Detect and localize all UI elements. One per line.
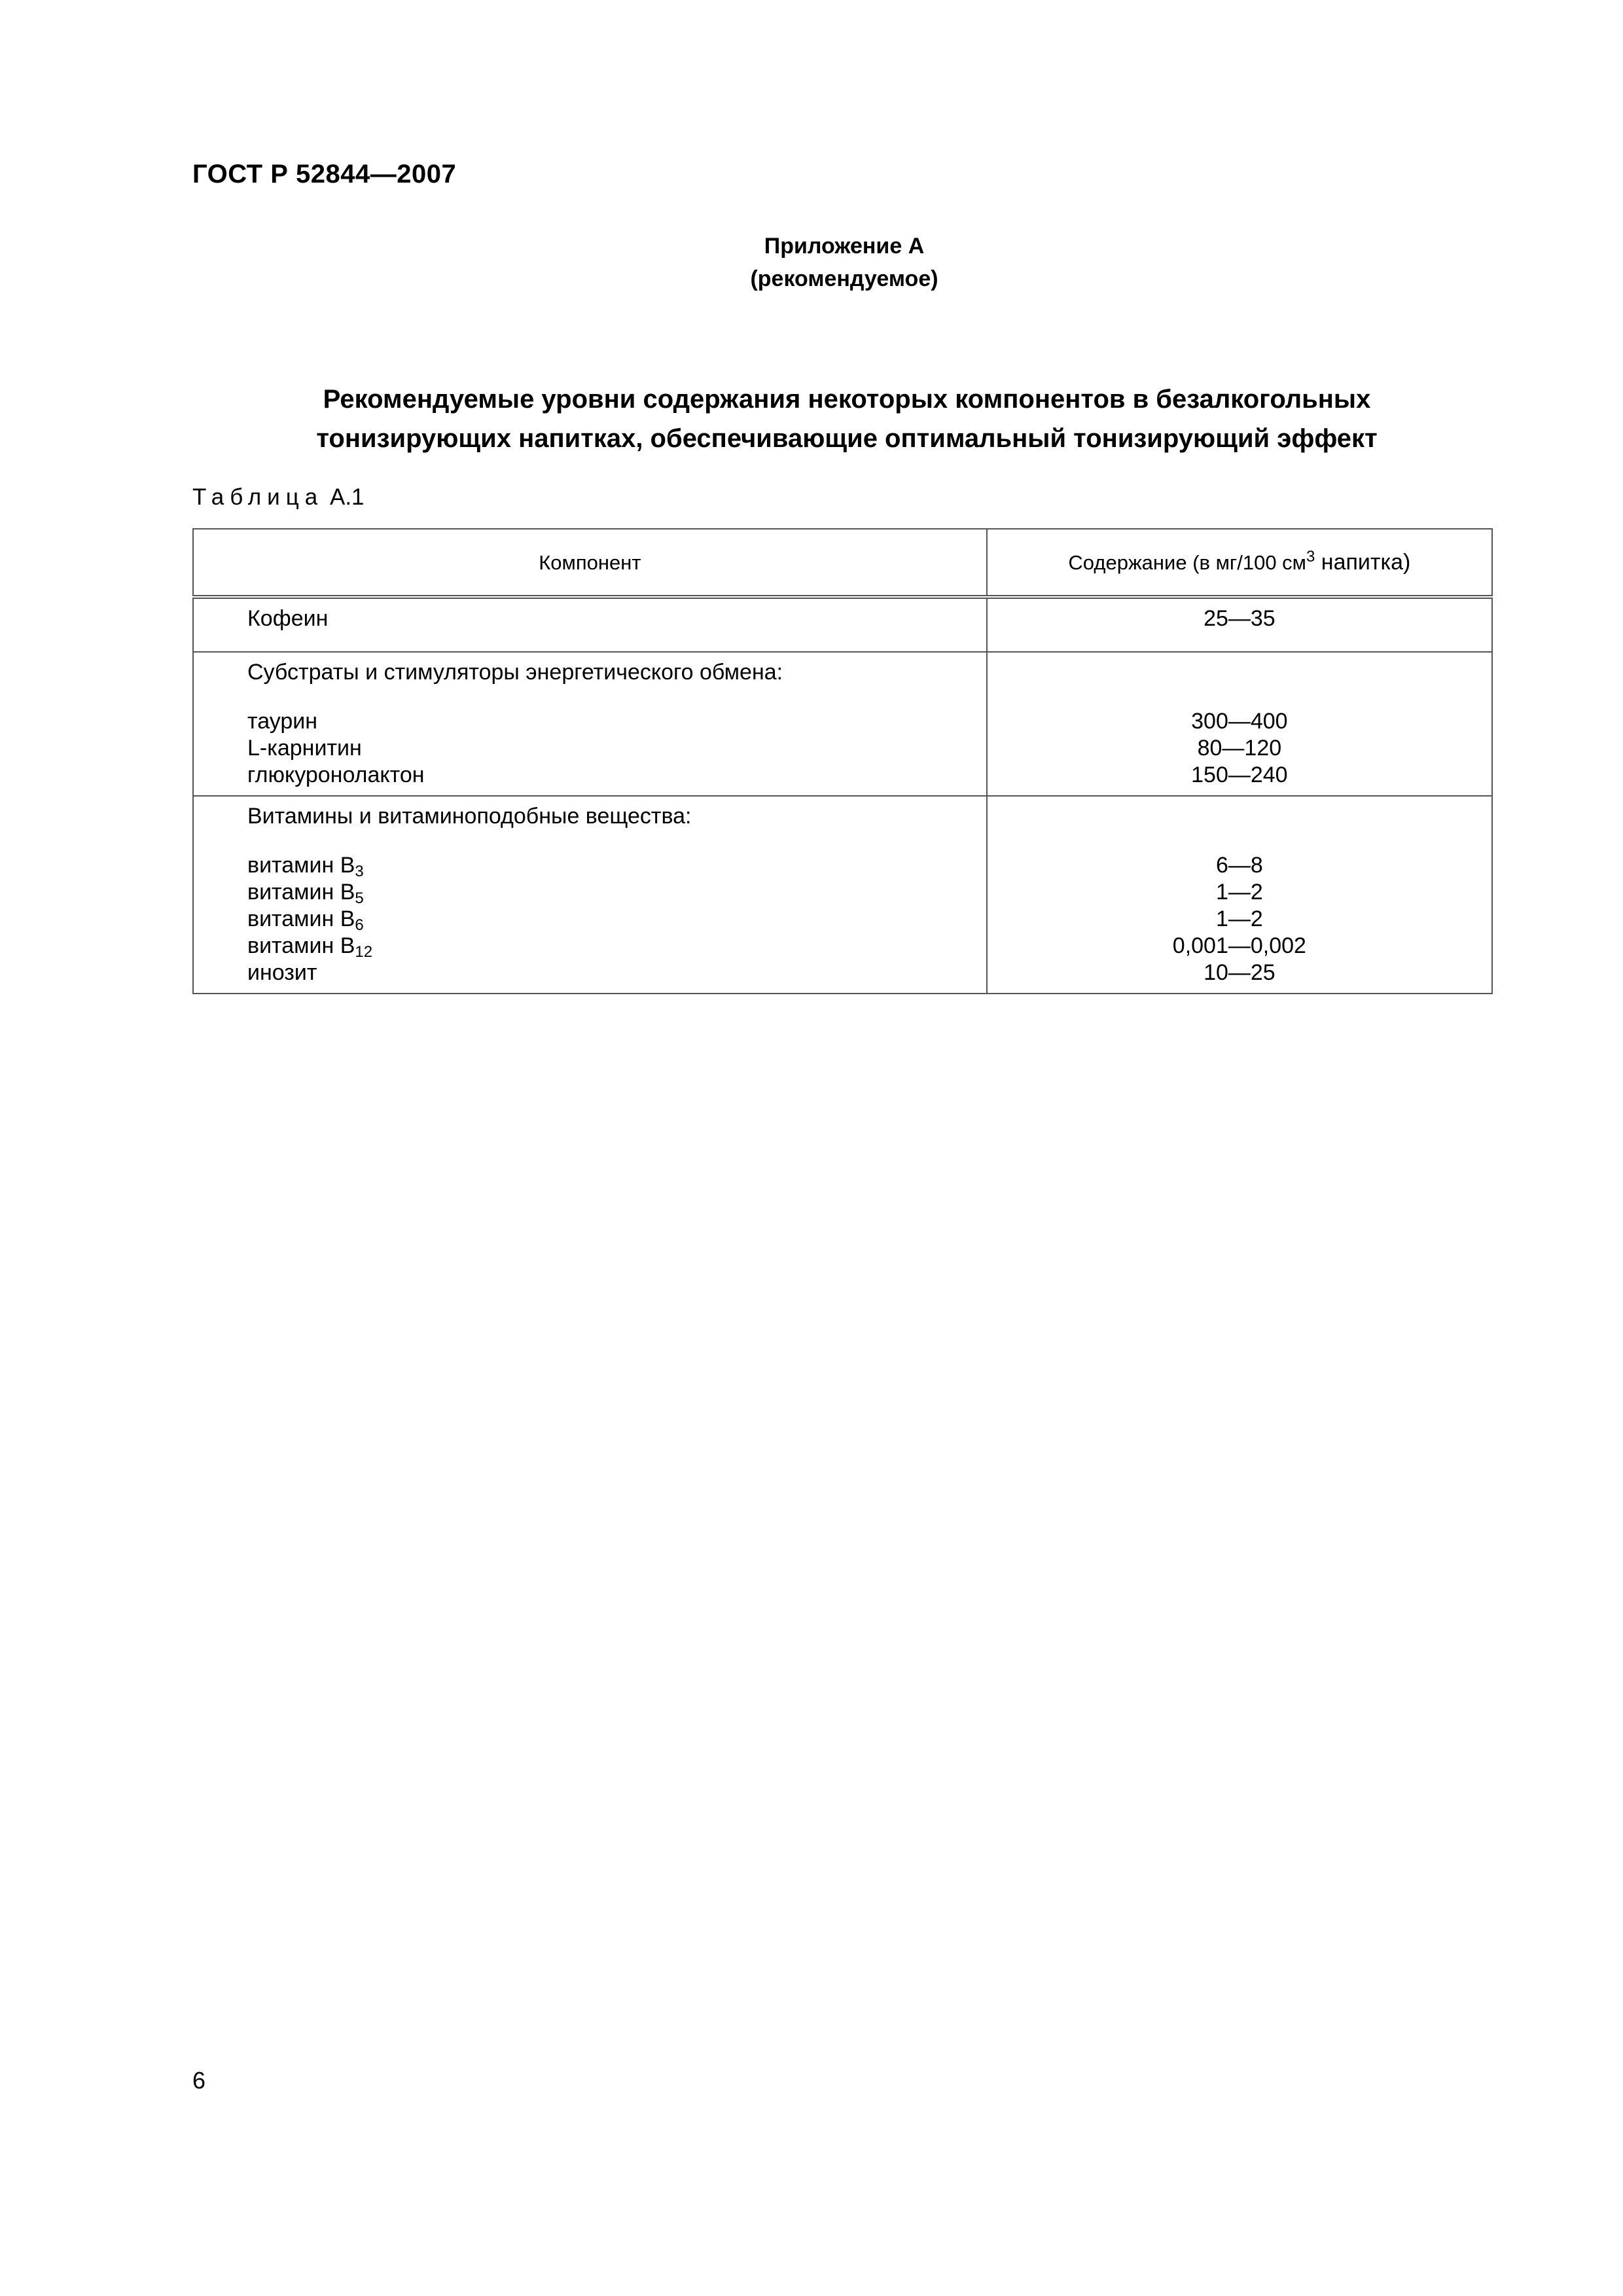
table-caption [192, 484, 365, 511]
list-item: глюкуронолактон [247, 762, 425, 787]
list-item-value: 10—25 [1204, 960, 1275, 985]
list-item: L-карнитин [247, 736, 362, 761]
list-item-value: 1—2 [1215, 906, 1263, 931]
document-id: ГОСТ Р 52844—2007 [192, 160, 457, 188]
header-content-sup: 3 [1306, 547, 1315, 565]
list-item-value: 80—120 [1197, 736, 1282, 761]
page-number: 6 [192, 2067, 206, 2094]
vitamins-group-title: Витамины и витаминоподобные вещества: [247, 804, 692, 829]
table-caption-label: Таблица [192, 484, 324, 510]
table-row-vitamins-group [193, 796, 1492, 994]
table-row-caffeine [193, 597, 1492, 652]
annex-title: Приложение А [764, 234, 925, 259]
list-item: инозит [247, 960, 317, 985]
header-component: Компонент [193, 529, 987, 597]
list-item: таурин [247, 709, 318, 734]
energy-group-title: Субстраты и стимуляторы энергетического обмена: [247, 660, 783, 685]
caffeine-name: Кофеин [193, 597, 987, 652]
header-content [987, 529, 1492, 597]
list-item: витамин $B_{12}$ [247, 933, 373, 961]
list-item: витамин $B_5$ [247, 880, 364, 907]
header-content-suffix: напитка) [1315, 549, 1411, 575]
list-item: витамин $B_3$ [247, 853, 364, 880]
list-item: витамин $B_6$ [247, 906, 364, 934]
header-content-prefix: Содержание (в мг/100 см [1068, 550, 1306, 574]
list-item-value: 0,001—0,002 [1172, 933, 1306, 958]
heading-line-2: тонизирующих напитках, обеспечивающие оптимальный тонизирующий эффект [316, 424, 1378, 453]
list-item-value: 150—240 [1191, 762, 1288, 787]
table-row-energy-group [193, 652, 1492, 796]
list-item-value: 1—2 [1215, 880, 1263, 905]
table-caption-number: А.1 [329, 484, 365, 510]
heading-line-1: Рекомендуемые уровни содержания некоторых компонентов в безалкогольных [323, 385, 1371, 414]
list-item-value: 6—8 [1215, 853, 1263, 878]
caffeine-value: 25—35 [987, 597, 1492, 652]
components-table [192, 528, 1493, 994]
section-heading [192, 380, 1501, 458]
table-header-row [193, 529, 1492, 597]
list-item-value: 300—400 [1191, 709, 1288, 734]
annex-status: (рекомендуемое) [750, 266, 938, 291]
